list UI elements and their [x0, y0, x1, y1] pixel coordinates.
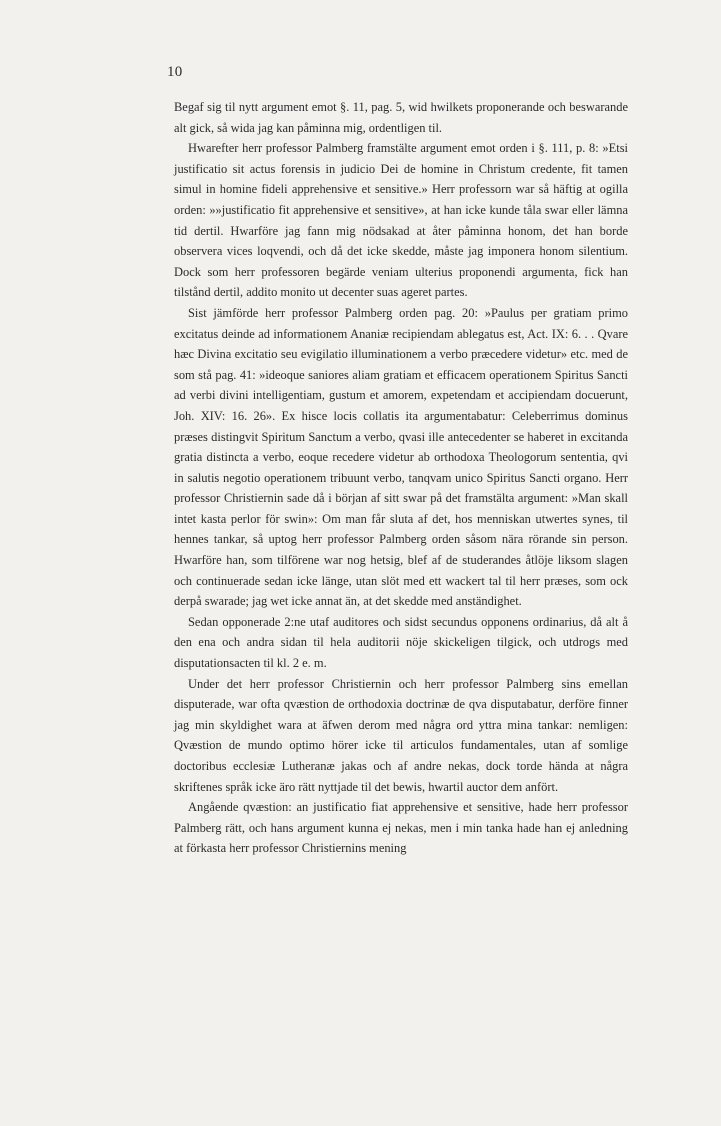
- paragraph: Under det herr professor Christiernin och herr professor Palmberg sins emellan disputerade, war ofta qvæstion de orthodoxia doctrinæ de qva disputabatur, derföre finner jag min skyldighet wara at äfwen derom med några ord yttra mina tankar: nemligen: Qvæstion de mundo optimo hörer icke til articulos fundamentales, utan af somlige doctoribus ecclesiæ Lutheranæ jakas och af andre nekas, dock torde hända at några skriftenes språk icke äro rätt nyttjade til det bewis, hwartil auctor dem anfört.: [174, 676, 628, 794]
- paragraph: Sedan opponerade 2:ne utaf auditores och sidst secundus opponens ordinarius, då alt å den ena och andra sidan til hela auditorii nöje skickeligen tilgick, och utdrogs med disputationsacten til kl. 2 e. m.: [174, 614, 628, 671]
- body-text: [174, 97, 628, 859]
- paragraph: Sist jämförde herr professor Palmberg orden pag. 20: »Paulus per gratiam primo excitatus deinde ad informationem Ananiæ recipiendam ablegatus est, Act. IX: 6. . . Qvare hæc Divina excitatio seu evigilatio illuminationem a verbo præcedere videtur» etc. med de som stå pag. 41: »ideoque saniores aliam gratiam et efficacem operationem Spiritus Sancti ad verbi divini intelligentiam, gustum et amorem, expetendam et accipiendam docuerunt, Joh. XIV: 16. 26». Ex hisce locis collatis ita argumentabatur: Celeberrimus dominus præses distingvit Spiritum Sanctum a verbo, qvasi ille antecedenter se haberet in excitanda gratia distincta a verbo, eoque recedere videtur ab orthodoxa Theologorum sententia, qvi in salutis negotio operationem tribuunt verbo, tanqvam unico Spiritus Sancti organo. Herr professor Christiernin sade då i början af sitt swar på det framstälta argument: »Man skall intet kasta perlor för swin»: Om man får sluta af det, hos menniskan utwertes synes, til hennes tankar, så uptog herr professor Palmberg orden såsom nära rörande sin person. Hwarföre han, som tilförene war nog hetsig, blef af de studerandes åtlöje liksom slagen och continuerade sedan icke länge, utan slöt med ett wackert tal til herr præses, som ock derpå swarade; jag wet icke annat än, at det skedde med anständighet.: [174, 305, 628, 609]
- paragraph: Hwarefter herr professor Palmberg framstälte argument emot orden i §. 111, p. 8: »Etsi justificatio sit actus forensis in judicio Dei de homine in Christum credente, fit tamen simul in homine fideli apprehensive et sensitive.» Herr professorn war så häftig at ogilla orden: »»justificatio fit apprehensive et sensitive», at han icke kunde tåla swar eller lämna tid dertil. Hwarföre jag fann mig nödsakad at åter påminna honom, det han borde observera vices loqvendi, och då det icke skedde, måste jag imponera honom silentium. Dock som herr professoren begärde veniam ulterius proponendi argumenta, fick han tilstånd dertil, addito monito ut decenter suas ageret partes.: [174, 141, 628, 300]
- paragraph: Begaf sig til nytt argument emot §. 11, pag. 5, wid hwilkets proponerande och beswarande alt gick, så wida jag kan påminna mig, ordentligen til.: [174, 100, 628, 135]
- paragraph: Angående qvæstion: an justificatio fiat apprehensive et sensitive, hade herr professor Palmberg rätt, och hans argument kunna ej nekas, men i min tanka hade han ej anledning at förkasta herr professor Christiernins mening: [174, 800, 628, 856]
- page-number: 10: [167, 64, 183, 80]
